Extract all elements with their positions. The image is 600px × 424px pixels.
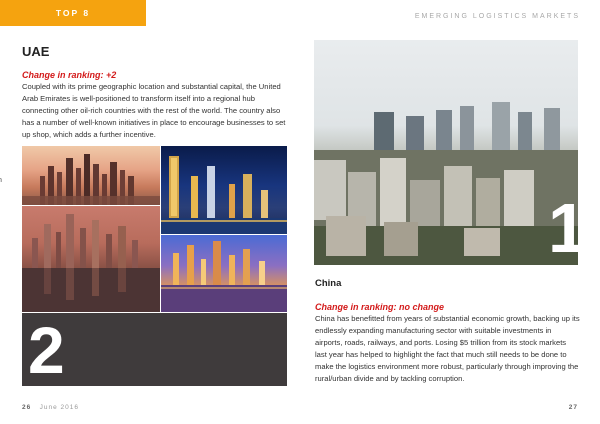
- uae-photo-collage: [22, 146, 287, 386]
- dubai-marina-reflection-photo: [22, 206, 160, 312]
- dubai-night-towers-photo: [161, 146, 287, 234]
- uae-heading: UAE: [22, 44, 50, 59]
- china-city-photo: [314, 40, 578, 265]
- china-rank-number: 1: [548, 189, 587, 267]
- uae-ranking-change: Change in ranking: +2: [22, 70, 117, 80]
- uae-body-text: Coupled with its prime geographic location and substantial capital, the United Arab Emirates is well-positioned to transform itself into a regional hub connecting other oil-rich countries with the rest of the world. The country also has a number of well-known initiatives in place to encourage businesses to set up shop, which adds a further incentive.: [22, 82, 286, 140]
- top-tag-label: TOP 8: [55, 8, 91, 18]
- dubai-twilight-skyline-photo: [161, 235, 287, 312]
- china-ranking-change: Change in ranking: no change: [315, 302, 445, 312]
- china-body-text: China has benefitted from years of substantial economic growth, backing up its endlessly expanding manufacturing sector with suitable investments in airports, roads, railways, and ports. Losing $5 trillion from its stock markets last year has helped to highlight the fact that much still needs to be done to make the logistics environment more robust, particularly through improving the rural/urban divide and by tackling corruption.: [315, 314, 580, 384]
- stray-character: [0, 177, 2, 184]
- dubai-skyline-sunset-photo: [22, 146, 160, 205]
- page-number-left: 26: [22, 404, 32, 411]
- footer-left: [22, 404, 79, 411]
- uae-rank-number: 2: [28, 313, 65, 387]
- page-number-right: 27: [568, 404, 578, 411]
- issue-date: June 2016: [39, 404, 80, 411]
- section-title: EMERGING LOGISTICS MARKETS: [414, 13, 580, 20]
- china-heading: China: [315, 278, 342, 289]
